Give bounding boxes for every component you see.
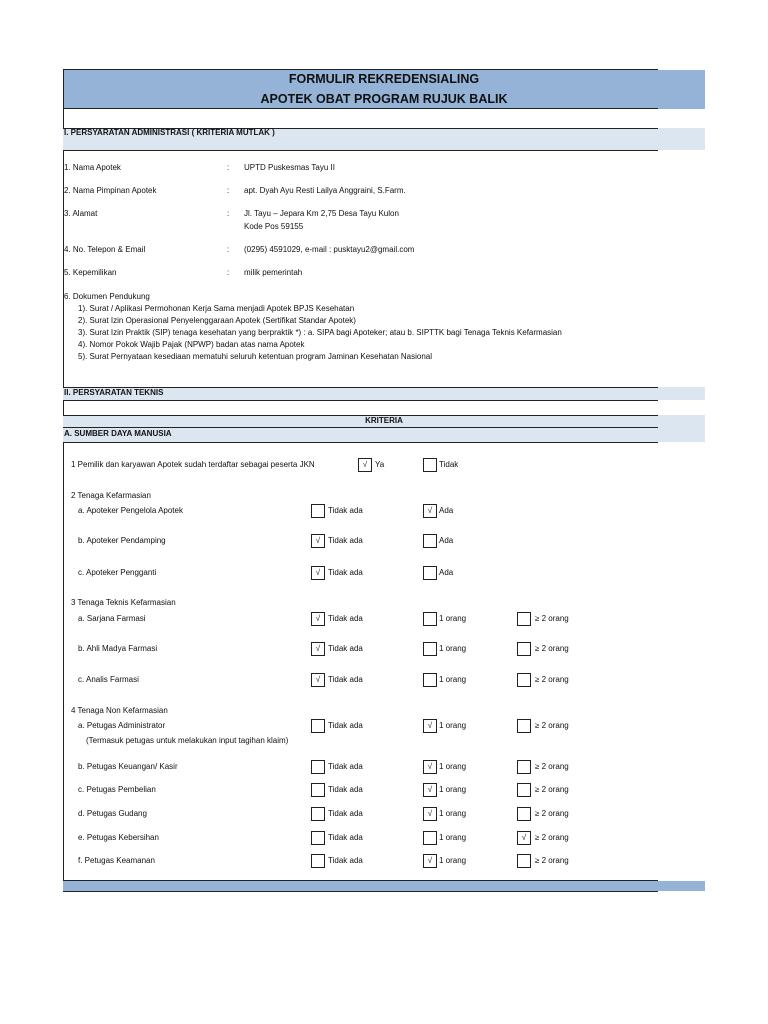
q3b-1-orang-checkbox[interactable] [423, 642, 437, 656]
q2a-ada-checkbox[interactable] [423, 504, 437, 518]
dokumen-item: 2). Surat Izin Operasional Penyelenggaraan Apotek (Sertifikat Standar Apotek) [78, 316, 356, 325]
form-title: FORMULIR REKREDENSIALING [288, 72, 480, 86]
tidak-ada-label: Tidak ada [328, 506, 363, 515]
check-icon: √ [427, 506, 433, 515]
q3b-2-orang-checkbox[interactable] [517, 642, 531, 656]
dua-orang-label: ≥ 2 orang [535, 675, 569, 684]
dua-orang-label: ≥ 2 orang [535, 785, 569, 794]
tidak-ada-label: Tidak ada [328, 675, 363, 684]
q1-tidak-label: Tidak [439, 460, 459, 469]
dokumen-item: 5). Surat Pernyataan kesediaan mematuhi seluruh ketentuan program Jaminan Kesehatan Nasional [78, 352, 432, 361]
tidak-ada-label: Tidak ada [328, 809, 363, 818]
ada-label: Ada [439, 568, 454, 577]
form-subtitle: APOTEK OBAT PROGRAM RUJUK BALIK [260, 92, 508, 106]
q4e-2-orang-checkbox[interactable] [517, 831, 531, 845]
alamat-value-line1: Jl. Tayu – Jepara Km 2,75 Desa Tayu Kulon [244, 209, 399, 218]
q1-ya-label: Ya [375, 460, 385, 469]
check-icon: √ [315, 614, 321, 623]
alamat-value-line2: Kode Pos 59155 [244, 222, 304, 231]
q4a-1-orang-checkbox[interactable] [423, 719, 437, 733]
tidak-ada-label: Tidak ada [328, 536, 363, 545]
q2b-ada-checkbox[interactable] [423, 534, 437, 548]
tidak-ada-label: Tidak ada [328, 614, 363, 623]
q4b-1-orang-checkbox[interactable] [423, 760, 437, 774]
tidak-ada-label: Tidak ada [328, 644, 363, 653]
q2c-label: c. Apoteker Pengganti [78, 568, 157, 577]
dokumen-item: 4). Nomor Pokok Wajib Pajak (NPWP) badan atas nama Apotek [78, 340, 305, 349]
q3-label: 3 Tenaga Teknis Kefarmasian [71, 598, 176, 607]
q2c-ada-checkbox[interactable] [423, 566, 437, 580]
dua-orang-label: ≥ 2 orang [535, 614, 569, 623]
kepemilikan-value: milik pemerintah [244, 268, 303, 277]
alamat-label: 3. Alamat [64, 209, 98, 218]
section1-heading: I. PERSYARATAN ADMINISTRASI ( KRITERIA MUTLAK ) [64, 128, 275, 137]
telepon-value: (0295) 4591029, e-mail : pusktayu2@gmail.com [244, 245, 415, 254]
satu-orang-label: 1 orang [439, 809, 467, 818]
tidak-ada-label: Tidak ada [328, 856, 363, 865]
q2b-tidak-ada-checkbox[interactable] [311, 534, 325, 548]
q4a-tidak-ada-checkbox[interactable] [311, 719, 325, 733]
q4d-2-orang-checkbox[interactable] [517, 807, 531, 821]
satu-orang-label: 1 orang [439, 721, 467, 730]
tidak-ada-label: Tidak ada [328, 833, 363, 842]
pimpinan-label: 2. Nama Pimpinan Apotek [64, 186, 157, 195]
kriteria-heading: KRITERIA [365, 416, 403, 425]
pimpinan-value: apt. Dyah Ayu Resti Lailya Anggraini, S.Farm. [244, 186, 406, 195]
footer-band [63, 881, 705, 891]
q4e-tidak-ada-checkbox[interactable] [311, 831, 325, 845]
q1-label: 1 Pemilik dan karyawan Apotek sudah terdaftar sebagai peserta JKN [71, 460, 315, 469]
q1-tidak-checkbox[interactable] [423, 458, 437, 472]
nama-apotek-label: 1. Nama Apotek [64, 163, 121, 172]
check-icon: √ [427, 721, 433, 730]
tidak-ada-label: Tidak ada [328, 721, 363, 730]
check-icon: √ [315, 644, 321, 653]
q4f-2-orang-checkbox[interactable] [517, 854, 531, 868]
tidak-ada-label: Tidak ada [328, 785, 363, 794]
q3a-2-orang-checkbox[interactable] [517, 612, 531, 626]
separator: : [227, 163, 230, 172]
q2-label: 2 Tenaga Kefarmasian [71, 491, 151, 500]
q3c-2-orang-checkbox[interactable] [517, 673, 531, 687]
q4c-label: c. Petugas Pembelian [78, 785, 156, 794]
q4f-1-orang-checkbox[interactable] [423, 854, 437, 868]
q3a-1-orang-checkbox[interactable] [423, 612, 437, 626]
satu-orang-label: 1 orang [439, 856, 467, 865]
ada-label: Ada [439, 506, 454, 515]
divider [63, 891, 658, 892]
kepemilikan-label: 5. Kepemilikan [64, 268, 117, 277]
q2c-tidak-ada-checkbox[interactable] [311, 566, 325, 580]
dokumen-item: 3). Surat Izin Praktik (SIP) tenaga kesehatan yang berpraktik *) : a. SIPA bagi Apoteker; atau b. SIPTTK bagi Tenaga Teknis Kefarmasian [78, 328, 562, 337]
q4d-label: d. Petugas Gudang [78, 809, 147, 818]
q4a-2-orang-checkbox[interactable] [517, 719, 531, 733]
divider [63, 442, 658, 443]
separator: : [227, 209, 230, 218]
q4f-label: f. Petugas Keamanan [78, 856, 155, 865]
tidak-ada-label: Tidak ada [328, 762, 363, 771]
dua-orang-label: ≥ 2 orang [535, 833, 569, 842]
section2-heading: II. PERSYARATAN TEKNIS [64, 388, 164, 397]
check-icon: √ [315, 675, 321, 684]
satu-orang-label: 1 orang [439, 785, 467, 794]
dokumen-item: 1). Surat / Aplikasi Permohonan Kerja Sama menjadi Apotek BPJS Kesehatan [78, 304, 355, 313]
q4-label: 4 Tenaga Non Kefarmasian [71, 706, 168, 715]
q4a-note: (Termasuk petugas untuk melakukan input tagihan klaim) [86, 736, 289, 745]
dua-orang-label: ≥ 2 orang [535, 856, 569, 865]
q4c-tidak-ada-checkbox[interactable] [311, 783, 325, 797]
q4c-2-orang-checkbox[interactable] [517, 783, 531, 797]
q4c-1-orang-checkbox[interactable] [423, 783, 437, 797]
divider [63, 400, 658, 401]
check-icon: √ [362, 460, 368, 469]
divider [63, 427, 658, 428]
q2a-label: a. Apoteker Pengelola Apotek [78, 506, 183, 515]
satu-orang-label: 1 orang [439, 675, 467, 684]
divider [63, 150, 658, 151]
satu-orang-label: 1 orang [439, 644, 467, 653]
divider [63, 108, 658, 109]
q3a-label: a. Sarjana Farmasi [78, 614, 146, 623]
telepon-label: 4. No. Telepon & Email [64, 245, 146, 254]
satu-orang-label: 1 orang [439, 762, 467, 771]
check-icon: √ [427, 785, 433, 794]
q4d-1-orang-checkbox[interactable] [423, 807, 437, 821]
check-icon: √ [427, 809, 433, 818]
q3c-1-orang-checkbox[interactable] [423, 673, 437, 687]
q4e-1-orang-checkbox[interactable] [423, 831, 437, 845]
q2b-label: b. Apoteker Pendamping [78, 536, 166, 545]
check-icon: √ [315, 536, 321, 545]
q3c-tidak-ada-checkbox[interactable] [311, 673, 325, 687]
divider [63, 69, 658, 70]
q4f-tidak-ada-checkbox[interactable] [311, 854, 325, 868]
dua-orang-label: ≥ 2 orang [535, 809, 569, 818]
nama-apotek-value: UPTD Puskesmas Tayu II [244, 163, 335, 172]
tidak-ada-label: Tidak ada [328, 568, 363, 577]
q3c-label: c. Analis Farmasi [78, 675, 139, 684]
sectionA-heading: A. SUMBER DAYA MANUSIA [64, 429, 172, 438]
q4a-label: a. Petugas Administrator [78, 721, 166, 730]
dua-orang-label: ≥ 2 orang [535, 762, 569, 771]
dua-orang-label: ≥ 2 orang [535, 644, 569, 653]
q4e-label: e. Petugas Kebersihan [78, 833, 159, 842]
check-icon: √ [315, 568, 321, 577]
q1-ya-checkbox[interactable] [358, 458, 372, 472]
ada-label: Ada [439, 536, 454, 545]
q4b-label: b. Petugas Keuangan/ Kasir [78, 762, 178, 771]
q3b-label: b. Ahli Madya Farmasi [78, 644, 158, 653]
check-icon: √ [427, 762, 433, 771]
q4b-2-orang-checkbox[interactable] [517, 760, 531, 774]
separator: : [227, 245, 230, 254]
separator: : [227, 268, 230, 277]
separator: : [227, 186, 230, 195]
q4d-tidak-ada-checkbox[interactable] [311, 807, 325, 821]
check-icon: √ [427, 856, 433, 865]
q2a-tidak-ada-checkbox[interactable] [311, 504, 325, 518]
q4b-tidak-ada-checkbox[interactable] [311, 760, 325, 774]
satu-orang-label: 1 orang [439, 833, 467, 842]
q3b-tidak-ada-checkbox[interactable] [311, 642, 325, 656]
satu-orang-label: 1 orang [439, 614, 467, 623]
dua-orang-label: ≥ 2 orang [535, 721, 569, 730]
q3a-tidak-ada-checkbox[interactable] [311, 612, 325, 626]
dokumen-label: 6. Dokumen Pendukung [64, 292, 150, 301]
check-icon: √ [521, 833, 527, 842]
